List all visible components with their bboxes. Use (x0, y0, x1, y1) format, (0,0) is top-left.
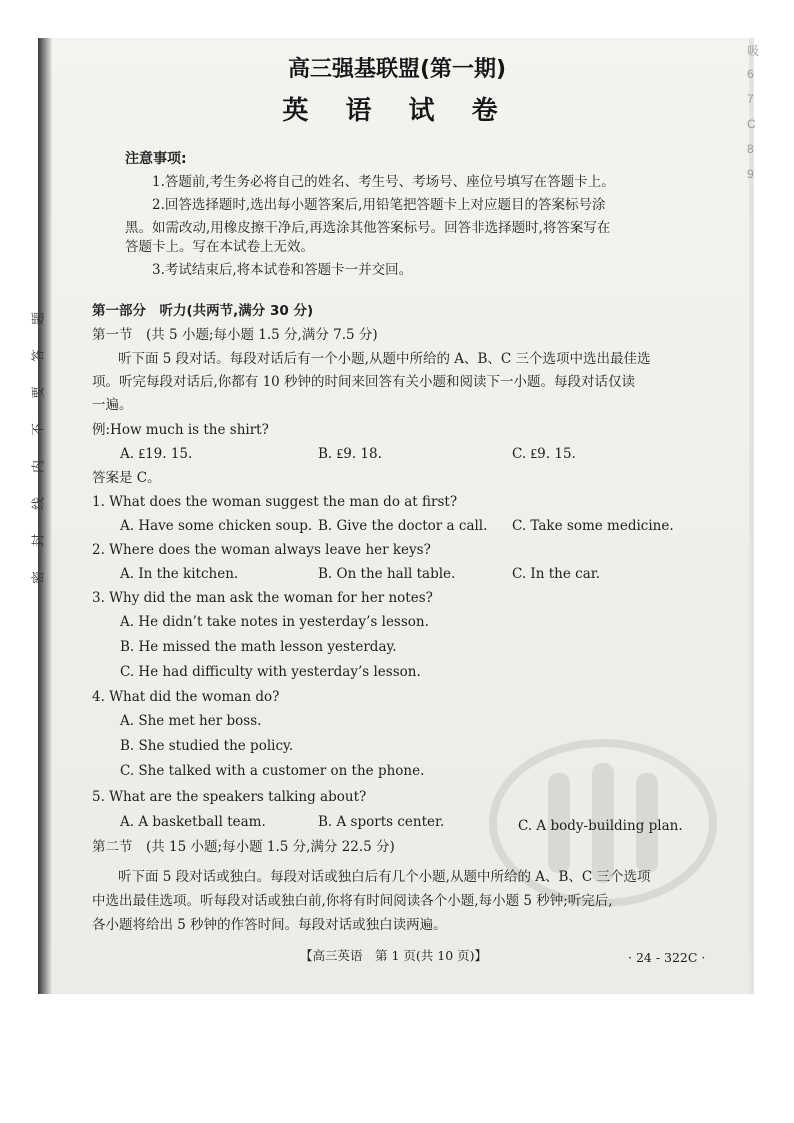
example-option: C. ₤9. 15. (512, 446, 576, 462)
option: C. He had difficulty with yesterday’s lesson. (120, 664, 421, 680)
option: B. She studied the policy. (120, 738, 294, 754)
part1-heading: 第一部分 听力(共两节,满分 30 分) (92, 303, 314, 319)
notice-line: 黑。如需改动,用橡皮擦干净后,再选涂其他答案标号。回答非选择题时,将答案写在 (125, 220, 611, 236)
instruction-line: 听下面 5 段对话。每段对话后有一个小题,从题中所给的 A、B、C 三个选项中选出最佳选 (118, 351, 651, 367)
seal-char: 题 (31, 312, 47, 326)
option: C. A body-building plan. (518, 818, 683, 834)
seal-char: 要 (31, 386, 47, 400)
instruction-line: 听下面 5 段对话或独白。每段对话或独白后有几个小题,从题中所给的 A、B、C 三个选项 (118, 869, 651, 885)
notice-line: 2.回答选择题时,选出每小题答案后,用铅笔把答题卡上对应题目的答案标号涂 (152, 197, 606, 213)
question-1: 1. What does the woman suggest the man do at first? (92, 494, 458, 510)
example-question: 例:How much is the shirt? (92, 422, 269, 438)
paper-code: · 24 - 322C · (628, 950, 706, 965)
notice-heading: 注意事项: (125, 151, 187, 167)
option: A. Have some chicken soup. (120, 518, 313, 534)
example-option: B. ₤9. 18. (318, 446, 382, 462)
section2-heading: 第二节 (共 15 小题;每小题 1.5 分,满分 22.5 分) (92, 839, 395, 855)
seal-char: 不 (31, 423, 47, 437)
subject-title: 英 语 试 卷 (282, 96, 512, 126)
option: A. He didn’t take notes in yesterday’s lesson. (120, 614, 429, 630)
exam-title: 高三强基联盟(第一期) (287, 57, 507, 82)
seal-char: 密 (31, 571, 47, 585)
option: A. She met her boss. (120, 713, 262, 729)
option: A. A basketball team. (120, 814, 266, 830)
seal-char: 内 (31, 460, 47, 474)
notice-line: 答题卡上。写在本试卷上无效。 (125, 239, 314, 255)
question-4: 4. What did the woman do? (92, 689, 280, 705)
seal-char: 答 (31, 349, 47, 363)
bleed-char: 吸 (747, 44, 760, 58)
option: B. A sports center. (318, 814, 445, 830)
bleed-char: 9 (747, 167, 754, 181)
question-5: 5. What are the speakers talking about? (92, 789, 367, 805)
option: C. In the car. (512, 566, 601, 582)
option: C. Take some medicine. (512, 518, 674, 534)
bleed-char: 8 (747, 142, 754, 156)
example-option: A. ₤19. 15. (120, 446, 193, 462)
option: B. On the hall table. (318, 566, 456, 582)
section1-heading: 第一节 (共 5 小题;每小题 1.5 分,满分 7.5 分) (92, 327, 378, 343)
option: C. She talked with a customer on the phone. (120, 763, 425, 779)
notice-line: 3.考试结束后,将本试卷和答题卡一并交回。 (152, 262, 413, 278)
bleed-char: 7 (747, 92, 754, 106)
instruction-line: 各小题将给出 5 秒钟的作答时间。每段对话或独白读两遍。 (92, 917, 447, 933)
option: B. Give the doctor a call. (318, 518, 488, 534)
bleed-char: C (747, 117, 756, 131)
example-answer: 答案是 C。 (92, 470, 161, 486)
question-2: 2. Where does the woman always leave her keys? (92, 542, 431, 558)
bleed-char: 6 (747, 67, 754, 81)
option: A. In the kitchen. (120, 566, 239, 582)
question-3: 3. Why did the man ask the woman for her notes? (92, 590, 433, 606)
seal-char: 线 (31, 497, 47, 511)
notice-line: 1.答题前,考生务必将自己的姓名、考生号、考场号、座位号填写在答题卡上。 (152, 174, 615, 190)
page-footer: 【高三英语 第 1 页(共 10 页)】 (300, 948, 488, 963)
seal-line-strip (31, 300, 56, 596)
instruction-line: 一遍。 (92, 397, 133, 413)
seal-char: 封 (31, 534, 47, 548)
option: B. He missed the math lesson yesterday. (120, 639, 397, 655)
instruction-line: 项。听完每段对话后,你都有 10 秒钟的时间来回答有关小题和阅读下一小题。每段对话仅读 (92, 374, 636, 390)
instruction-line: 中选出最佳选项。听每段对话或独白前,你将有时间阅读各个小题,每小题 5 秒钟;听完后, (92, 893, 613, 909)
